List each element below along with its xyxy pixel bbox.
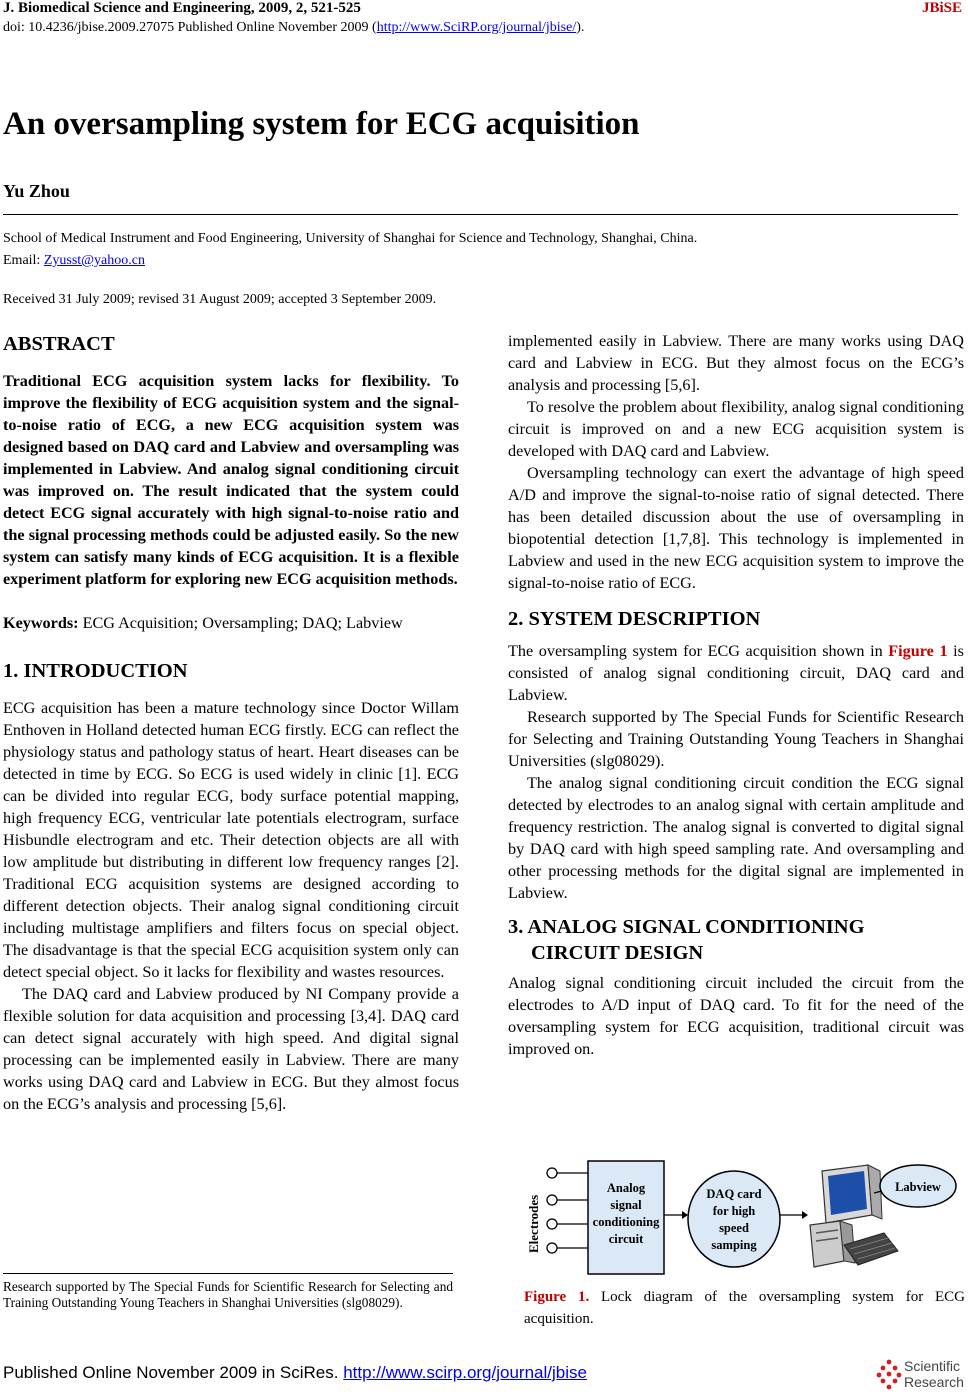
- arrow-icon: [682, 1211, 688, 1219]
- intro-paragraph-2-cont: implemented easily in Labview. There are many works using DAQ card and Labview in ECG. But they almost focus on the ECG’s analysis and processing [5,6].: [508, 332, 964, 394]
- journal-abbreviation: JBiSE: [921, 0, 962, 16]
- electrode-inputs: [547, 1168, 588, 1253]
- left-column: [3, 331, 459, 1113]
- system-paragraph-1: [508, 640, 964, 706]
- doi-prefix: doi: 10.4236/jbise.2009.27075 Published Online November 2009 (: [3, 20, 377, 35]
- footer-text: Published Online November 2009 in SciRes.: [3, 1363, 344, 1382]
- doi-suffix: ).: [576, 20, 585, 35]
- paper-title: An oversampling system for ECG acquisition: [3, 106, 640, 142]
- abstract-heading: ABSTRACT: [3, 333, 115, 355]
- affiliation: School of Medical Instrument and Food Engineering, University of Shanghai for Science and Technology, Shanghai, China.: [3, 231, 698, 246]
- box1-line-1: Analog: [606, 1181, 646, 1195]
- system-paragraph-2: Research supported by The Special Funds for Scientific Research for Selecting and Training Outstanding Young Teachers in Shanghai Universities (slg08029).: [508, 708, 964, 770]
- intro-paragraph-2: The DAQ card and Labview produced by NI Company provide a flexible solution for data acquisition and processing [3,4]. DAQ card can detect signal accurately with high speed. And digital signal processing can be implemented easily in Labview. There are many works using DAQ card and Labview in ECG. But they almost focus on the ECG’s analysis and processing [5,6].: [3, 985, 459, 1113]
- figure-1-diagram: [522, 1153, 962, 1278]
- email-link[interactable]: Zyusst@yahoo.cn: [43, 253, 145, 268]
- system-p1-text: The oversampling system for ECG acquisition shown in: [508, 642, 889, 660]
- footer-link[interactable]: http://www.scirp.org/journal/jbise: [343, 1363, 587, 1382]
- ellipse-line-2: for high: [712, 1204, 756, 1218]
- daq-card-ellipse: [688, 1171, 780, 1267]
- keywords: [3, 612, 459, 634]
- intro-paragraph-4: Oversampling technology can exert the advantage of high speed A/D and improve the signal-to-noise ratio of signal detected. There has been detailed discussion about the use of oversampling in biopotential detection [1,7,8]. This technology is implemented in Labview and used in the new ECG acquisition system to improve the signal-to-noise ratio of ECG.: [508, 464, 964, 592]
- footnote-rule: [3, 1273, 453, 1274]
- author-name: Yu Zhou: [3, 181, 70, 201]
- caption-label: Figure 1.: [524, 1289, 590, 1305]
- logo-text: [904, 1358, 964, 1390]
- system-p1-text-end: is consisted of analog signal conditioning circuit, DAQ card and Labview.: [508, 642, 964, 704]
- caption-text: Lock diagram of the oversampling system for ECG acquisition.: [524, 1289, 965, 1327]
- email-label: Email:: [3, 253, 44, 268]
- doi-line: [3, 20, 584, 36]
- footer-published: [3, 1363, 587, 1383]
- received-dates: Received 31 July 2009; revised 31 August 2009; accepted 3 September 2009.: [3, 292, 437, 307]
- box1-line-2: signal: [610, 1198, 642, 1212]
- scientific-research-logo: [876, 1358, 966, 1392]
- system-heading: 2. SYSTEM DESCRIPTION: [508, 608, 761, 630]
- analog-heading-line-1: 3. ANALOG SIGNAL CONDITIONING: [508, 916, 865, 938]
- arrow-icon: [802, 1211, 808, 1219]
- box1-line-4: circuit: [608, 1232, 644, 1246]
- intro-paragraph-3: To resolve the problem about flexibility, analog signal conditioning circuit is improved on and a new ECG acquisition system is developed with DAQ card and Labview.: [508, 398, 964, 460]
- box1-line-3: conditioning: [592, 1215, 660, 1229]
- keywords-label: Keywords:: [3, 614, 79, 632]
- footnote: Research supported by The Special Funds for Scientific Research for Selecting and Training Outstanding Young Teachers in Shanghai Universities (slg08029).: [3, 1279, 453, 1310]
- system-paragraph-3: The analog signal conditioning circuit condition the ECG signal detected by electrodes to an analog signal with certain amplitude and frequency restriction. The analog signal is converted to digital signal by DAQ card with high speed sampling rate. And oversampling and other processing methods for the digital signal are implemented in Labview.: [508, 774, 964, 902]
- ellipse-line-4: samping: [711, 1238, 757, 1252]
- right-column: [508, 330, 964, 1060]
- analog-paragraph-1: Analog signal conditioning circuit included the circuit from the electrodes to A/D input of DAQ card. To fit for the need of the oversampling system for ECG acquisition, traditional circuit was improved on.: [508, 974, 964, 1058]
- title-rule: [3, 214, 958, 215]
- ellipse-line-3: speed: [719, 1221, 749, 1235]
- logo-mark-icon: [876, 1358, 902, 1390]
- analog-heading: [508, 914, 964, 966]
- analog-heading-line-2: CIRCUIT DESIGN: [531, 942, 704, 964]
- logo-line-2: Research: [904, 1374, 964, 1390]
- electrodes-label: Electrodes: [526, 1194, 541, 1253]
- journal-link[interactable]: http://www.SciRP.org/journal/jbise/: [376, 20, 577, 35]
- ellipse-line-1: DAQ card: [706, 1187, 762, 1201]
- email-line: [3, 253, 145, 269]
- figure-1-reference[interactable]: Figure 1: [888, 642, 948, 660]
- figure-1-caption: [524, 1286, 965, 1330]
- intro-heading: 1. INTRODUCTION: [3, 660, 188, 682]
- keywords-text: ECG Acquisition; Oversampling; DAQ; Labview: [78, 614, 403, 632]
- journal-header: J. Biomedical Science and Engineering, 2009, 2, 521-525: [3, 0, 361, 16]
- abstract-text: Traditional ECG acquisition system lacks for flexibility. To improve the flexibility of ECG acquisition system and the signal-to-noise ratio of ECG, a new ECG acquisition system was designed based on DAQ card and Labview and oversampling was implemented in Labview. And analog signal conditioning circuit was improved on. The result indicated that the system could detect ECG signal accurately with high signal-to-noise ratio and the signal processing methods could be adjusted easily. So the new system can satisfy many kinds of ECG acquisition. It is a flexible experiment platform for exploring new ECG acquisition methods.: [3, 372, 459, 588]
- logo-line-1: Scientific: [904, 1358, 961, 1374]
- labview-label: Labview: [895, 1180, 941, 1194]
- intro-paragraph-1: ECG acquisition has been a mature technology since Doctor Willam Enthoven in Holland detected human ECG firstly. ECG can reflect the physiology status and pathology status of heart. Heart diseases can be detected in time by ECG. So ECG is used widely in clinic [1]. ECG can be divided into regular ECG, body surface potential mapping, high frequency ECG, ventricular late potentials electrogram, surface Hisbundle electrogram and etc. Their detection objects are all with low amplitude but distributing in different low frequency ranges [2]. Traditional ECG acquisition systems are designed according to different detection objects. Their analog signal conditioning circuit including multistage amplifiers and filters focus on special object. The disadvantage is that the special ECG acquisition system only can detect special object. So it lacks for flexibility and wastes resources.: [3, 699, 459, 981]
